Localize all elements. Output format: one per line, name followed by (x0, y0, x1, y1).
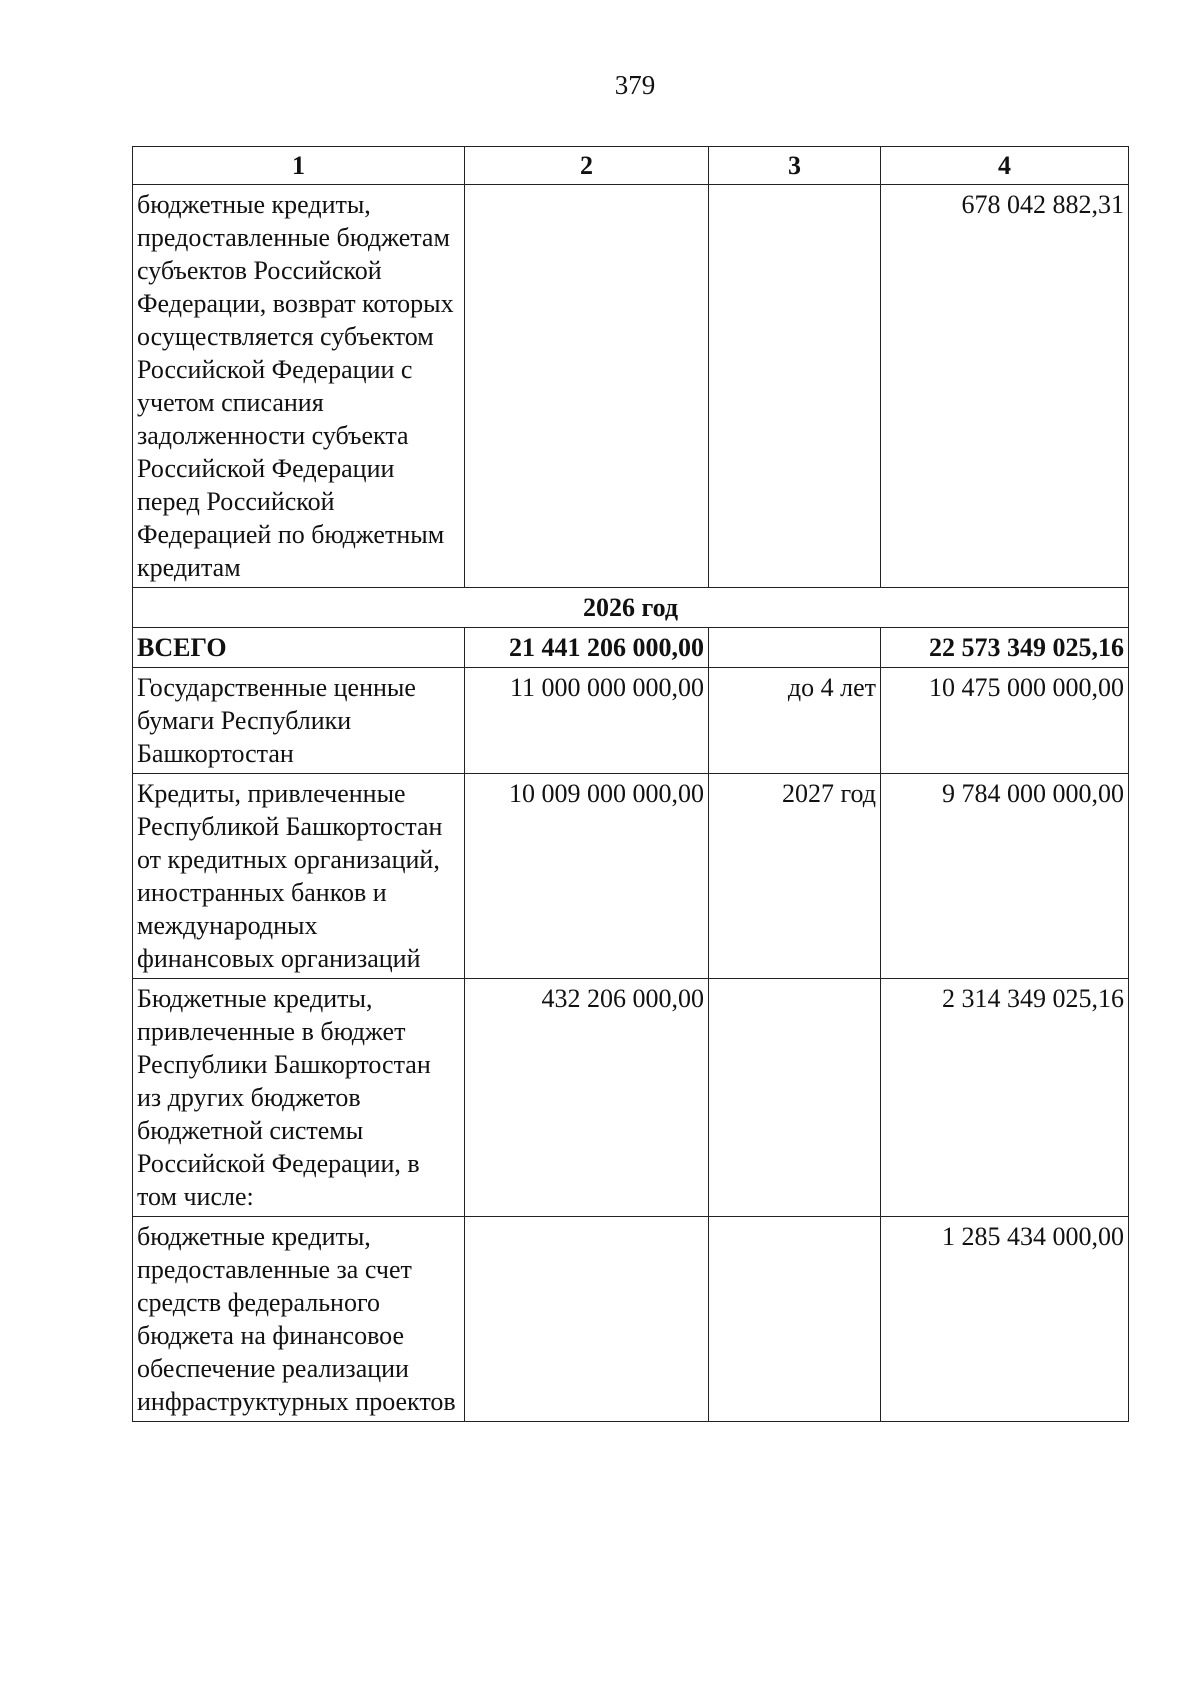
row-col2: 10 009 000 000,00 (465, 774, 709, 979)
row-col4: 9 784 000 000,00 (881, 774, 1129, 979)
row-name: Государственные ценные бумаги Республики Башкортостан (133, 668, 465, 774)
budget-borrowing-table (132, 146, 1129, 1422)
row-name: бюджетные кредиты, предоставленные бюджетам субъектов Российской Федерации, возврат которых осуществляется субъектом Российской Федерации с учетом списания задолженности субъекта Российской Федерации перед Российской Федерацией по бюджетным кредитам (133, 185, 465, 588)
row-col3 (709, 1217, 881, 1422)
column-number-2: 2 (465, 147, 709, 185)
total-label: ВСЕГО (133, 628, 465, 668)
row-col4: 678 042 882,31 (881, 185, 1129, 588)
table-row (133, 979, 1129, 1217)
row-col2 (465, 1217, 709, 1422)
row-name: Бюджетные кредиты, привлеченные в бюджет Республики Башкортостан из других бюджетов бюджетной системы Российской Федерации, в том числе: (133, 979, 465, 1217)
column-number-1: 1 (133, 147, 465, 185)
row-col4: 2 314 349 025,16 (881, 979, 1129, 1217)
page-number: 379 (614, 70, 656, 100)
table-row (133, 774, 1129, 979)
row-col3 (709, 979, 881, 1217)
row-name: бюджетные кредиты, предоставленные за счет средств федерального бюджета на финансовое обеспечение реализации инфраструктурных проектов (133, 1217, 465, 1422)
year-section-row (133, 588, 1129, 628)
row-col2: 11 000 000 000,00 (465, 668, 709, 774)
column-number-row (133, 147, 1129, 185)
column-number-3: 3 (709, 147, 881, 185)
row-col2 (465, 185, 709, 588)
row-col4: 10 475 000 000,00 (881, 668, 1129, 774)
continuation-row (133, 185, 1129, 588)
total-row (133, 628, 1129, 668)
row-col2: 432 206 000,00 (465, 979, 709, 1217)
column-number-4: 4 (881, 147, 1129, 185)
table-row (133, 668, 1129, 774)
table-row (133, 1217, 1129, 1422)
total-col4: 22 573 349 025,16 (881, 628, 1129, 668)
total-col3 (709, 628, 881, 668)
row-col4: 1 285 434 000,00 (881, 1217, 1129, 1422)
row-name: Кредиты, привлеченные Республикой Башкортостан от кредитных организаций, иностранных банков и международных финансовых организаций (133, 774, 465, 979)
total-col2: 21 441 206 000,00 (465, 628, 709, 668)
row-col3: до 4 лет (709, 668, 881, 774)
year-label: 2026 год (133, 588, 1129, 628)
row-col3: 2027 год (709, 774, 881, 979)
row-col3 (709, 185, 881, 588)
